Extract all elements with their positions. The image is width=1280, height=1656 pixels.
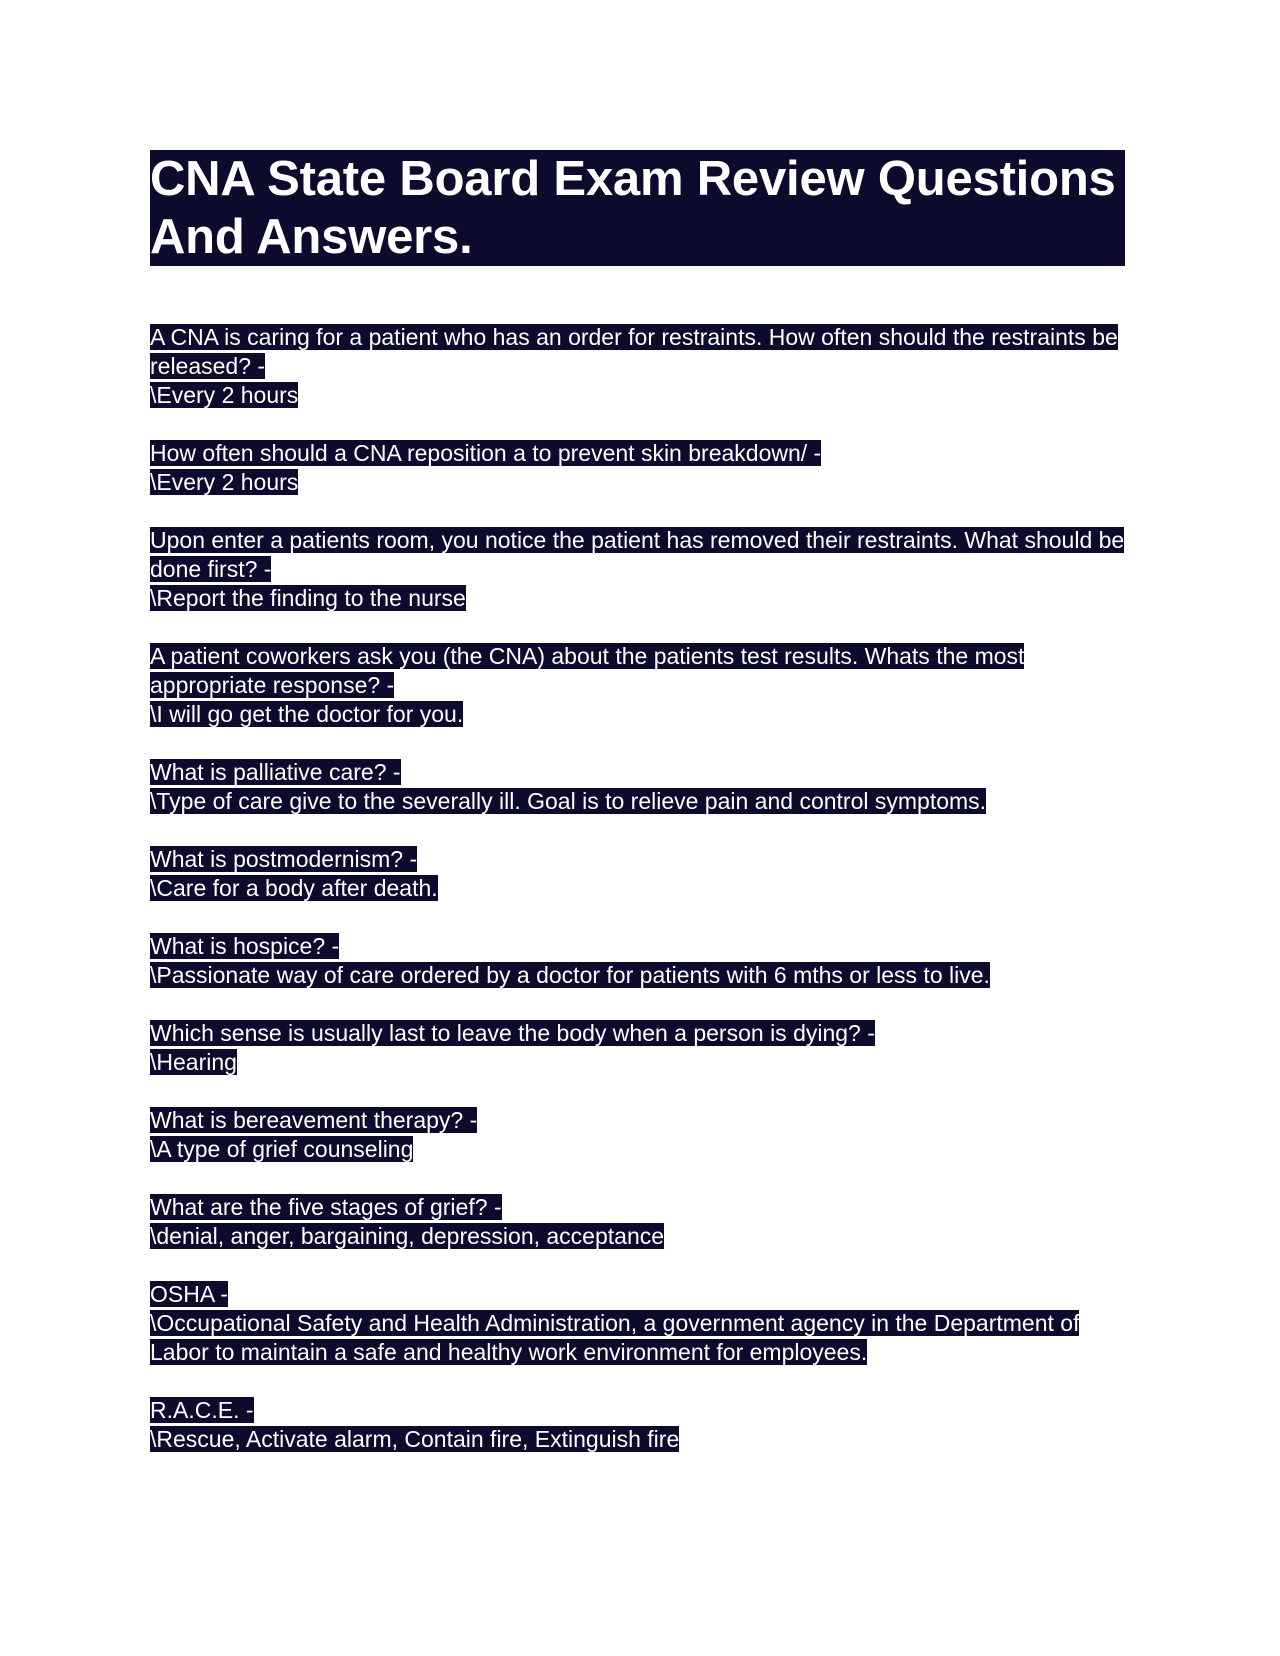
document-title: CNA State Board Exam Review Questions And Answers. — [150, 152, 1116, 264]
question-text: What is hospice? - — [150, 933, 340, 959]
question-text: What is palliative care? - — [150, 759, 401, 785]
question-text: A patient coworkers ask you (the CNA) about the patients test results. Whats the most appropriate response? - — [150, 643, 1025, 698]
qa-item — [150, 1396, 1130, 1454]
question-text: What is postmodernism? - — [150, 846, 418, 872]
qa-item — [150, 439, 1130, 497]
question-text: OSHA - — [150, 1281, 228, 1307]
answer-text: \Report the finding to the nurse — [150, 585, 466, 611]
qa-item — [150, 526, 1130, 613]
question-text: R.A.C.E. - — [150, 1397, 254, 1423]
answer-text: \A type of grief counseling — [150, 1136, 414, 1162]
question-text: A CNA is caring for a patient who has an order for restraints. How often should the restraints be released? - — [150, 324, 1118, 379]
qa-list — [150, 323, 1130, 1483]
answer-text: \Passionate way of care ordered by a doctor for patients with 6 mths or less to live. — [150, 962, 990, 988]
answer-text: \Every 2 hours — [150, 469, 299, 495]
question-text: What are the five stages of grief? - — [150, 1194, 502, 1220]
answer-text: \Rescue, Activate alarm, Contain fire, Extinguish fire — [150, 1426, 680, 1452]
qa-item — [150, 323, 1130, 410]
question-text: What is bereavement therapy? - — [150, 1107, 478, 1133]
qa-item — [150, 845, 1130, 903]
qa-item — [150, 1280, 1130, 1367]
qa-item — [150, 1106, 1130, 1164]
answer-text: \Hearing — [150, 1049, 237, 1075]
question-text: Upon enter a patients room, you notice the patient has removed their restraints. What should be done first? - — [150, 527, 1125, 582]
answer-text: \Every 2 hours — [150, 382, 299, 408]
qa-item — [150, 642, 1130, 729]
qa-item — [150, 932, 1130, 990]
title-highlight — [150, 150, 1125, 266]
qa-item — [150, 1193, 1130, 1251]
answer-text: \Type of care give to the severally ill. Goal is to relieve pain and control symptoms. — [150, 788, 987, 814]
answer-text: \denial, anger, bargaining, depression, acceptance — [150, 1223, 665, 1249]
qa-item — [150, 1019, 1130, 1077]
answer-text: \Occupational Safety and Health Administration, a government agency in the Department of Labor to maintain a safe and healthy work environment for employees. — [150, 1310, 1080, 1365]
answer-text: \I will go get the doctor for you. — [150, 701, 464, 727]
qa-item — [150, 758, 1130, 816]
question-text: How often should a CNA reposition a to prevent skin breakdown/ - — [150, 440, 822, 466]
question-text: Which sense is usually last to leave the body when a person is dying? - — [150, 1020, 875, 1046]
answer-text: \Care for a body after death. — [150, 875, 438, 901]
